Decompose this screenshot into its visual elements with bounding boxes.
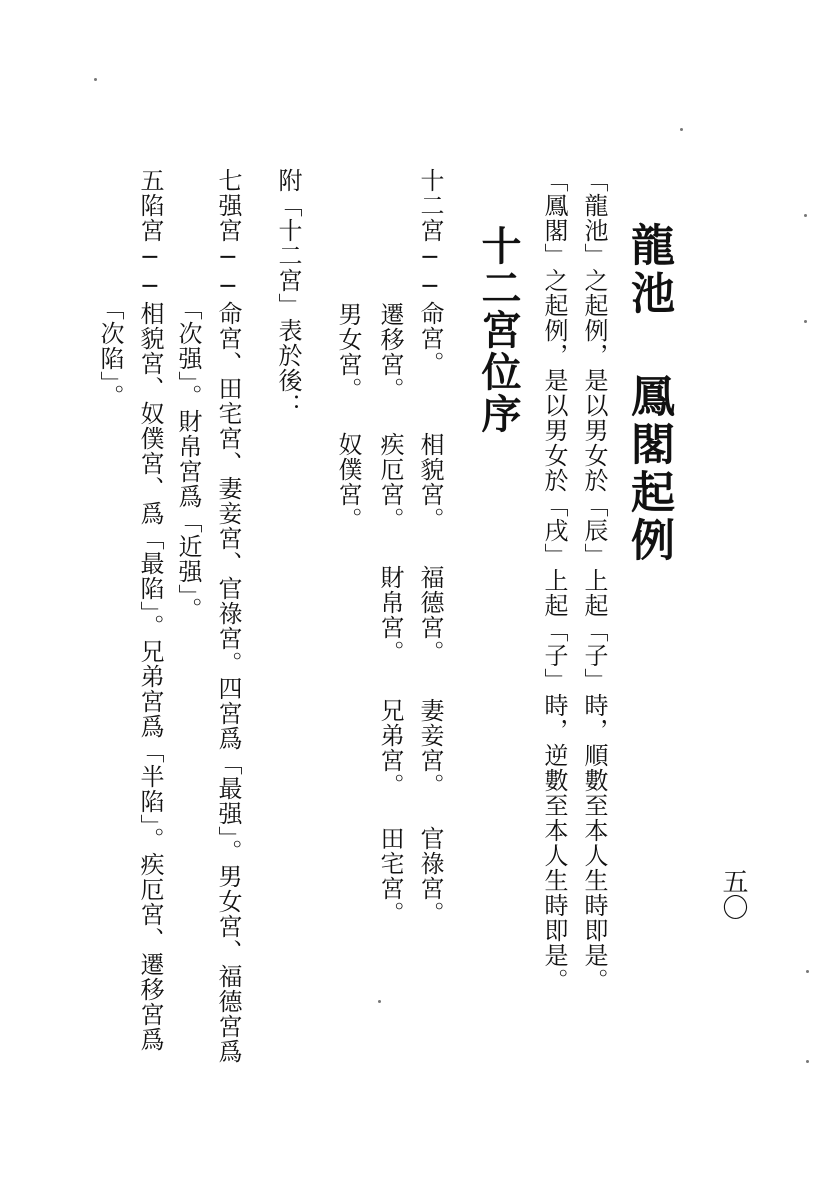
paragraph-fengge: 「鳳閣」之起例，是以男女於「戌」上起「子」時，逆數至本人生時即是。 [540, 168, 568, 993]
weak-palaces-line: 「次陷」。 [96, 296, 124, 409]
scan-speck [806, 970, 809, 973]
palace-list-item: 財帛宮。 [376, 565, 404, 665]
scan-speck [804, 214, 807, 217]
palace-list-head: 十二宮──命宮。 [416, 168, 444, 376]
section-title: 十二宮位序 [475, 225, 522, 435]
page-title: 龍池 鳳閣起例 [623, 222, 674, 565]
strong-palaces-line: 七强宮──命宮、田宅宮、妻妾宮、官祿宮。四宮爲「最强」。男女宮、福德宮爲 [214, 168, 242, 1064]
weak-palaces-line: 五陷宮──相貌宮、奴僕宮、爲「最陷」。兄弟宮爲「半陷」。疾厄宮、遷移宮爲 [136, 168, 164, 1052]
scan-speck [378, 1000, 381, 1003]
page-number: 五〇 [718, 868, 748, 920]
scan-speck [680, 128, 683, 131]
palace-list-item: 兄弟宮。 [376, 698, 404, 798]
scan-speck [804, 320, 807, 323]
appendix-intro: 附「十二宮」表於後： [274, 168, 302, 418]
palace-list-item: 福德宮。 [416, 565, 444, 665]
palace-list-item: 官祿宮。 [416, 826, 444, 926]
palace-list-item: 田宅宮。 [376, 826, 404, 926]
palace-list-item: 疾厄宮。 [376, 432, 404, 532]
scan-speck [94, 78, 97, 81]
palace-list-item: 相貌宮。 [416, 432, 444, 532]
scan-speck [806, 1060, 809, 1063]
paragraph-longchi: 「龍池」之起例，是以男女於「辰」上起「子」時，順數至本人生時即是。 [580, 168, 608, 993]
palace-list-item: 男女宮。 [334, 302, 362, 402]
strong-palaces-line: 「次强」。財帛宮爲「近强」。 [174, 296, 202, 622]
palace-list-item: 妻妾宮。 [416, 698, 444, 798]
palace-list-item: 遷移宮。 [376, 302, 404, 402]
palace-list-item: 奴僕宮。 [334, 432, 362, 532]
